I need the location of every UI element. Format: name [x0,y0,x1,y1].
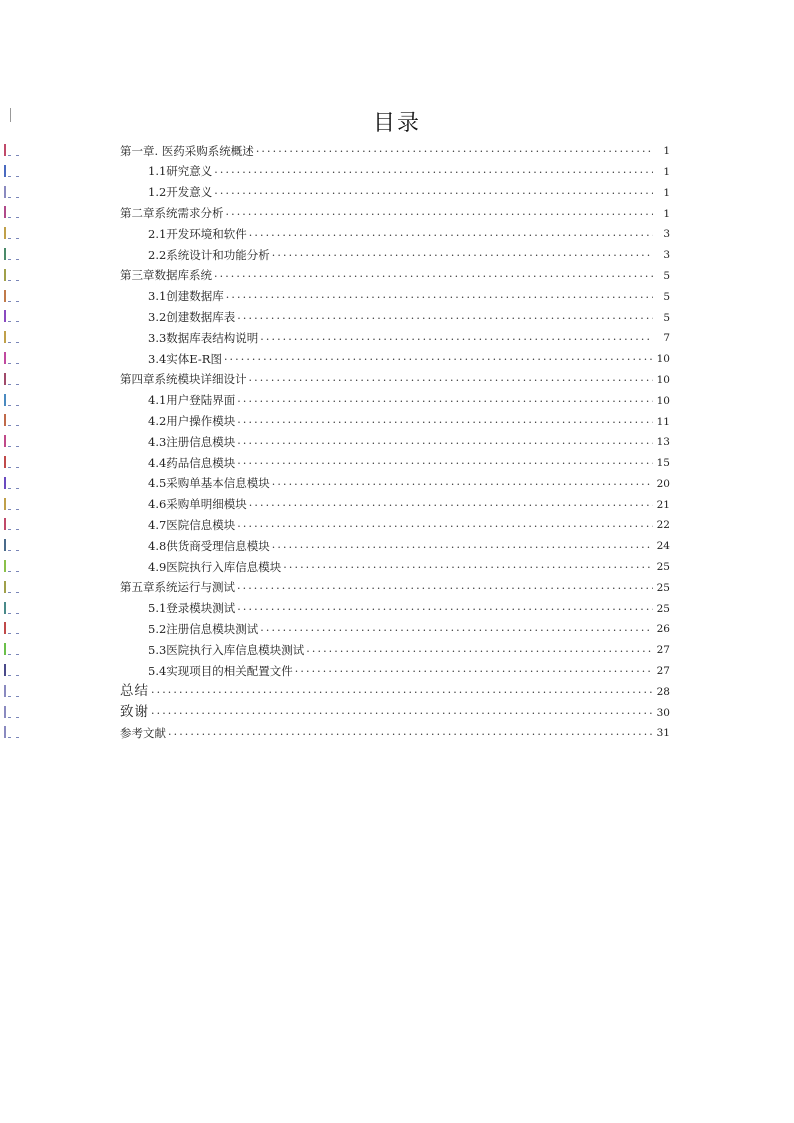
toc-entry[interactable] [0,453,794,474]
dot-leader [272,245,653,266]
toc-page-number: 1 [663,186,670,199]
dot-leader [237,578,653,599]
toc-entry-label: 3.3数据库表结构说明 [148,330,259,345]
toc-entry[interactable] [0,391,794,412]
dot-leader [237,599,653,620]
revision-marker-icon [4,165,22,177]
toc-page-number: 25 [656,561,670,574]
toc-entry-line [148,245,670,266]
dot-leader [260,328,653,349]
toc-entry-label: 4.1用户登陆界面 [148,393,236,408]
toc-entry-line [148,391,670,412]
toc-entry-label: 总结 [120,683,149,700]
toc-entry-label: 2.1开发环境和软件 [148,226,247,241]
toc-entry-label: 5.4实现项目的相关配置文件 [148,663,293,678]
revision-marker-icon [4,518,22,530]
toc-entry-label: 参考文献 [120,725,166,740]
toc-page-number: 25 [656,602,670,615]
toc-entry-line [148,224,670,245]
toc-entry-line [148,307,670,328]
toc-entry-label: 4.8供货商受理信息模块 [148,538,270,553]
revision-marker-icon [4,602,22,614]
dot-leader [237,391,653,412]
revision-marker-icon [4,560,22,572]
toc-entry-label: 3.4实体E-R图 [148,351,222,366]
toc-entry-label: 4.6采购单明细模块 [148,497,247,512]
revision-marker-icon [4,456,22,468]
toc-entry[interactable] [0,183,794,204]
dot-leader [283,557,653,578]
toc-entry[interactable] [0,557,794,578]
dot-leader [306,640,653,661]
dot-leader [295,661,653,682]
toc-entry-line [120,682,670,703]
toc-entry-line [120,578,670,599]
toc-page-number: 1 [663,145,670,158]
toc-page-number: 24 [656,540,670,553]
toc-page-number: 10 [656,373,670,386]
revision-marker-icon [4,498,22,510]
toc-page-number: 10 [656,394,670,407]
toc-entry-line [148,640,670,661]
dot-leader [249,370,654,391]
dot-leader [168,723,653,744]
dot-leader [151,682,653,703]
dot-leader [226,287,653,308]
revision-marker-icon [4,477,22,489]
toc-entry-label: 3.2创建数据库表 [148,310,236,325]
toc-entry[interactable] [0,162,794,183]
toc-entry-label: 第三章数据库系统 [120,268,212,283]
dot-leader [256,141,653,162]
toc-entry-label: 5.2注册信息模块测试 [148,621,259,636]
dot-leader [237,307,653,328]
dot-leader [249,495,653,516]
toc-entry-line [148,619,670,640]
dot-leader [249,224,653,245]
toc-entry-line [148,328,670,349]
toc-entry-line [148,515,670,536]
toc-page-number: 27 [656,665,670,678]
toc-page-number: 13 [656,436,670,449]
toc-page-number: 3 [663,249,670,262]
toc-entry[interactable] [0,203,794,224]
toc-page-number: 5 [663,311,670,324]
revision-marker-icon [4,248,22,260]
toc-entry-label: 4.2用户操作模块 [148,414,236,428]
toc-entry-line [120,266,670,287]
toc-entry-line [120,370,670,391]
revision-marker-icon [4,414,22,426]
toc-entry[interactable] [0,224,794,245]
toc-entry-label: 1.1研究意义 [148,164,213,179]
dot-leader [272,474,653,495]
revision-marker-icon [4,186,22,198]
toc-entry-label: 4.3注册信息模块 [148,434,236,449]
dot-leader [214,266,653,287]
toc-entry[interactable] [0,141,794,162]
toc-page-number: 7 [663,332,670,345]
toc-entry[interactable] [0,661,794,682]
toc-entry-line [148,474,670,495]
toc-page-number: 1 [663,165,670,178]
dot-leader [224,349,653,370]
toc-entry[interactable] [0,703,794,724]
toc-page-number: 26 [656,623,670,636]
table-of-contents [0,141,794,744]
revision-marker-icon [4,269,22,281]
toc-page-number: 3 [663,228,670,241]
toc-title: 目录 [372,111,421,136]
toc-entry-line [148,349,670,370]
revision-marker-icon [4,664,22,676]
dot-leader [237,432,653,453]
revision-marker-icon [4,435,22,447]
revision-marker-icon [4,706,22,718]
toc-entry[interactable] [0,432,794,453]
dot-leader [226,203,654,224]
toc-page-number: 11 [656,415,670,428]
toc-entry[interactable] [0,287,794,308]
toc-entry[interactable] [0,411,794,432]
revision-marker-icon [4,310,22,322]
dot-leader [151,703,653,724]
toc-entry-label: 致谢 [120,704,149,721]
toc-entry-label: 3.1创建数据库 [148,289,224,304]
revision-marker-icon [4,685,22,697]
toc-entry-line [148,557,670,578]
toc-entry[interactable] [0,495,794,516]
dot-leader [272,536,653,557]
revision-marker-icon [4,643,22,655]
toc-page-number: 30 [656,706,670,719]
toc-entry[interactable] [0,307,794,328]
toc-page-number: 28 [656,685,670,698]
toc-entry-line [148,287,670,308]
toc-entry-line [148,453,670,474]
toc-entry-line [120,141,670,162]
revision-marker-icon [4,206,22,218]
toc-entry-label: 4.5采购单基本信息模块 [148,476,270,491]
toc-entry-label: 第二章系统需求分析 [120,206,224,221]
toc-entry-line [148,162,670,183]
toc-entry[interactable] [0,536,794,557]
toc-entry-label: 第一章. 医药采购系统概述 [120,143,254,158]
revision-marker-icon [4,144,22,156]
toc-page-number: 1 [663,207,670,220]
toc-entry-label: 4.7医院信息模块 [148,517,236,532]
toc-entry[interactable] [0,619,794,640]
toc-entry-line [148,661,670,682]
dot-leader [260,619,653,640]
revision-marker-icon [4,539,22,551]
toc-entry-label: 4.4药品信息模块 [148,455,236,470]
revision-marker-icon [4,726,22,738]
toc-entry[interactable] [0,723,794,744]
toc-entry[interactable] [0,515,794,536]
revision-marker-icon [4,622,22,634]
revision-marker-icon [4,352,22,364]
toc-entry-label: 5.3医院执行入库信息模块测试 [148,642,305,657]
toc-entry[interactable] [0,578,794,599]
revision-marker-icon [4,227,22,239]
toc-entry[interactable] [0,682,794,703]
dot-leader [214,162,653,183]
toc-entry-line [148,432,670,453]
revision-marker-icon [4,290,22,302]
dot-leader [237,411,653,432]
dot-leader [237,453,653,474]
toc-entry-line [120,723,670,744]
revision-marker-icon [4,331,22,343]
toc-entry-label: 第四章系统模块详细设计 [120,372,247,387]
toc-entry[interactable] [0,474,794,495]
toc-entry-line [148,411,670,432]
toc-page-number: 5 [663,269,670,282]
toc-entry-label: 1.2开发意义 [148,185,213,200]
toc-entry[interactable] [0,349,794,370]
toc-entry-line [148,183,670,204]
revision-marker-icon [4,394,22,406]
toc-entry-line [148,599,670,620]
toc-page-number: 22 [656,519,670,532]
dot-leader [237,515,653,536]
toc-entry[interactable] [0,328,794,349]
revision-marker-icon [4,581,22,593]
toc-entry-line [120,203,670,224]
toc-page-number: 5 [663,290,670,303]
toc-entry-line [148,536,670,557]
toc-entry-label: 4.9医院执行入库信息模块 [148,559,282,574]
toc-entry[interactable] [0,370,794,391]
toc-entry-line [120,703,670,724]
toc-entry[interactable] [0,599,794,620]
toc-entry[interactable] [0,640,794,661]
revision-marker-icon [4,373,22,385]
toc-entry[interactable] [0,266,794,287]
toc-page-number: 21 [656,498,670,511]
toc-entry[interactable] [0,245,794,266]
toc-page-number: 15 [656,457,670,470]
toc-page-number: 25 [656,581,670,594]
toc-page-number: 20 [656,477,670,490]
toc-entry-label: 第五章系统运行与测试 [120,580,235,595]
toc-page-number: 31 [656,727,670,740]
toc-entry-label: 2.2系统设计和功能分析 [148,247,270,262]
toc-page-number: 27 [656,644,670,657]
dot-leader [214,183,653,204]
toc-entry-line [148,495,670,516]
toc-page-number: 10 [656,353,670,366]
toc-entry-label: 5.1登录模块测试 [148,601,236,616]
